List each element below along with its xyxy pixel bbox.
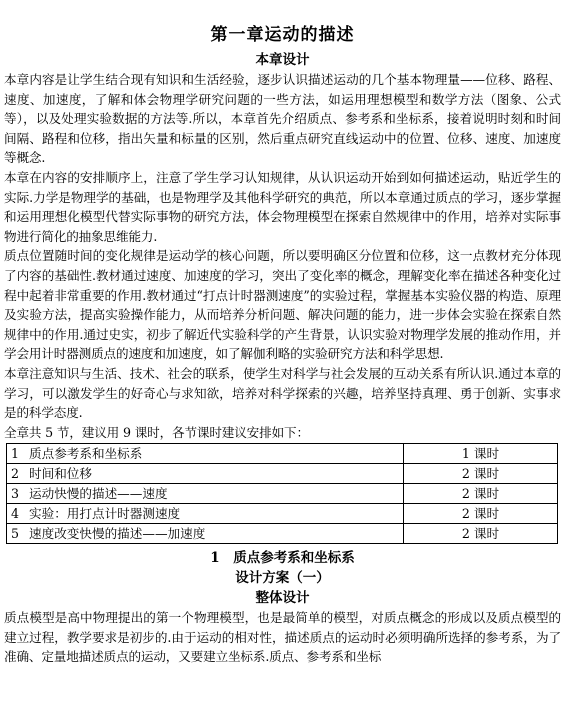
paragraph-overall: 质点模型是高中物理提出的第一个物理模型，也是最简单的模型，对质点概念的形成以及质点模型的建立过程，教学要求是初步的.由于运动的相对性，描述质点的运动时必须明确所选择的参考系，为了准确、定量地描述质点的运动，又要建立坐标系.质点、参考系和坐标	[4, 610, 561, 665]
section-title: 1 质点参考系和坐标系	[210, 550, 355, 567]
row-hours: 1 课时	[404, 444, 558, 464]
row-section-name: 质点参考系和坐标系	[25, 444, 404, 464]
table-row	[7, 464, 558, 484]
plan-title: 设计方案（一）	[235, 570, 330, 587]
paragraph-society: 本章注意知识与生活、技术、社会的联系，使学生对科学与社会发展的互动关系有所认识.通过本章的学习，可以激发学生的好奇心与求知欲，培养对科学探索的兴趣，培养坚持真理、勇于创新、实事求是的科学态度.	[4, 365, 561, 421]
row-index: 3	[7, 484, 26, 504]
schedule-table	[6, 443, 558, 544]
table-row	[7, 444, 558, 464]
table-row	[7, 484, 558, 504]
schedule-intro: 全章共 5 节，建议用 9 课时，各节课时建议安排如下：	[4, 424, 309, 440]
table-row	[7, 504, 558, 524]
row-index: 1	[7, 444, 26, 464]
design-heading: 本章设计	[255, 52, 310, 68]
paragraph-arrangement: 本章在内容的安排顺序上，注意了学生学习认知规律，从认识运动开始到如何描述运动，贴近学生的实际.力学是物理学的基础，也是物理学及其他科学研究的典范，所以本章通过质点的学习，逐步掌握和运用理想化模型代替实际事物的研究方法，体会物理模型在探索自然规律中的作用，培养对实际事物进行简化的抽象思维能力.	[4, 169, 561, 244]
row-section-name: 实验：用打点计时器测速度	[25, 504, 404, 524]
row-hours: 2 课时	[404, 464, 558, 484]
row-hours: 2 课时	[404, 504, 558, 524]
row-index: 2	[7, 464, 26, 484]
paragraph-core: 质点位置随时间的变化规律是运动学的核心问题，所以要明确区分位置和位移，这一点教材充分体现了内容的基础性.教材通过速度、加速度的学习，突出了变化率的概念，理解变化率在描述各种变化过程中起着非常重要的作用.教材通过“打点计时器测速度”的实验过程，掌握基本实验仪器的构造、原理及实验方法，提高实验操作能力，从而培养分析问题、解决问题的能力，进一步体会实验在探索自然规律中的作用.通过史实，初步了解近代实验科学的产生背景，认识实验对物理学发展的推动作用，并学会用计时器测质点的速度和加速度，如了解伽利略的实验研究方法和科学思想.	[4, 248, 561, 362]
table-row	[7, 524, 558, 544]
paragraph-intro: 本章内容是让学生结合现有知识和生活经验，逐步认识描述运动的几个基本物理量——位移、路程、速度、加速度，了解和体会物理学研究问题的一些方法，如运用理想模型和数学方法（图象、公式等），以及处理实验数据的方法等.所以，本章首先介绍质点、参考系和坐标系，接着说明时刻和时间间隔、路程和位移，指出矢量和标量的区别，然后重点研究直线运动中的位置、位移、速度、加速度等概念.	[4, 72, 561, 166]
row-hours: 2 课时	[404, 484, 558, 504]
chapter-title: 第一章运动的描述	[210, 25, 355, 45]
row-section-name: 运动快慢的描述——速度	[25, 484, 404, 504]
row-hours: 2 课时	[404, 524, 558, 544]
row-section-name: 时间和位移	[25, 464, 404, 484]
row-section-name: 速度改变快慢的描述——加速度	[25, 524, 404, 544]
row-index: 4	[7, 504, 26, 524]
row-index: 5	[7, 524, 26, 544]
overall-heading: 整体设计	[255, 590, 310, 607]
